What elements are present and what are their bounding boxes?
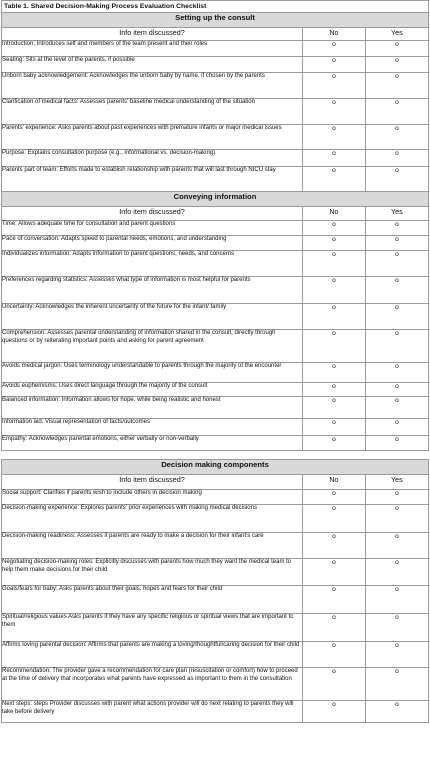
yes-option[interactable]: o xyxy=(365,99,428,125)
no-option[interactable]: o xyxy=(303,99,366,125)
table-row xyxy=(2,167,429,192)
no-option[interactable]: o xyxy=(303,236,366,251)
item-text: Asks parents if they have any specific religious or spiritual views that are important to them xyxy=(2,614,294,628)
item-label: Introduction: xyxy=(2,41,36,47)
item-label: Spiritual/religious values xyxy=(2,614,67,620)
no-option[interactable]: o xyxy=(303,614,366,642)
item-cell xyxy=(2,383,303,397)
item-cell xyxy=(2,99,303,125)
item-text: Asks parents about past experiences with premature infants or major medical issues xyxy=(57,125,282,131)
table-title: Table 1. Shared Decision-Making Process Evaluation Checklist xyxy=(1,0,429,12)
yes-option[interactable]: o xyxy=(365,614,428,642)
item-label: Clarification of medical facts: xyxy=(2,99,79,105)
item-text: Sits at the level of the parents, if possible xyxy=(25,57,135,63)
yes-option[interactable]: o xyxy=(365,533,428,559)
item-text: Efforts made to establish relationship with parents that will last through NICU stay xyxy=(59,167,276,173)
table-row xyxy=(2,41,429,57)
no-option[interactable]: o xyxy=(303,304,366,330)
item-text: Allows adequate time for consultation and parent questions xyxy=(18,221,176,227)
no-option[interactable]: o xyxy=(303,642,366,668)
item-text: Acknowledges parental emotions, either verbally or non-verbally xyxy=(28,436,199,442)
table-row xyxy=(2,73,429,99)
yes-option[interactable]: o xyxy=(365,125,428,150)
column-header-row xyxy=(2,475,429,490)
table-row xyxy=(2,277,429,304)
item-text: Uses terminology understandable to parents through the majority of the encounter xyxy=(63,363,282,369)
yes-option[interactable]: o xyxy=(365,490,428,505)
item-text: steps Provider discusses with parent what actions provider will do next relating to parents they will take before delivery xyxy=(2,701,294,715)
item-cell xyxy=(2,397,303,419)
yes-option[interactable]: o xyxy=(365,57,428,73)
item-text: Acknowledges the inherent uncertainty of the future for the infant/ family xyxy=(35,304,227,310)
item-cell xyxy=(2,125,303,150)
yes-option[interactable]: o xyxy=(365,436,428,451)
yes-option[interactable]: o xyxy=(365,73,428,99)
item-label: Avoids euphemisms: xyxy=(2,383,58,389)
item-label: Time: xyxy=(2,221,17,227)
no-option[interactable]: o xyxy=(303,167,366,192)
table-row xyxy=(2,559,429,586)
item-label: Purpose: xyxy=(2,150,27,156)
item-text: Explores parents' prior experiences with making medical decisions xyxy=(80,505,257,511)
yes-option[interactable]: o xyxy=(365,642,428,668)
item-text: Affirms that parents are making a loving/thoughtful/caring decision for their child xyxy=(87,642,300,648)
item-label: Uncertainty: xyxy=(2,304,35,310)
no-option[interactable]: o xyxy=(303,221,366,236)
section-header xyxy=(2,13,429,28)
item-cell xyxy=(2,236,303,251)
no-option[interactable]: o xyxy=(303,397,366,419)
item-label: Comprehension: xyxy=(2,330,47,336)
column-header-row xyxy=(2,207,429,221)
no-option[interactable]: o xyxy=(303,363,366,383)
yes-option[interactable]: o xyxy=(365,221,428,236)
section-title: Decision making components xyxy=(2,460,429,475)
no-option[interactable]: o xyxy=(303,586,366,614)
item-text: Assesses if parents are ready to make a decision for their infant's care xyxy=(77,533,264,539)
item-cell xyxy=(2,251,303,277)
section-title: Setting up the consult xyxy=(2,13,429,28)
item-label: Decision-making readiness: xyxy=(2,533,76,539)
table-row xyxy=(2,586,429,614)
item-cell xyxy=(2,586,303,614)
table-row xyxy=(2,533,429,559)
item-label: Avoids medical jargon: xyxy=(2,363,63,369)
item-cell xyxy=(2,73,303,99)
item-cell xyxy=(2,505,303,533)
no-option[interactable]: o xyxy=(303,383,366,397)
table-row xyxy=(2,57,429,73)
table-row xyxy=(2,304,429,330)
section-header xyxy=(2,192,429,207)
yes-option[interactable]: o xyxy=(365,363,428,383)
yes-option[interactable]: o xyxy=(365,505,428,533)
column-header-no: No xyxy=(303,28,366,41)
section-gap xyxy=(1,451,429,459)
item-text: Assesses parental understanding of information shared in the consult, directly through questions or by reiterating important points and asking for parent agreement xyxy=(2,330,276,344)
item-cell xyxy=(2,490,303,505)
table-row xyxy=(2,490,429,505)
item-text: Information allows for hope, while being realistic and honest xyxy=(61,397,221,403)
item-label: Affirms loving parental decision: xyxy=(2,642,87,648)
item-cell xyxy=(2,533,303,559)
yes-option[interactable]: o xyxy=(365,668,428,701)
no-option[interactable]: o xyxy=(303,125,366,150)
item-text: Asks parents about their goals, hopes and fears for their child xyxy=(59,586,223,592)
table-row xyxy=(2,436,429,451)
no-option[interactable]: o xyxy=(303,490,366,505)
item-text: Adapts information to parent questions, needs, and concerns xyxy=(72,251,235,257)
yes-option[interactable]: o xyxy=(365,167,428,192)
yes-option[interactable]: o xyxy=(365,559,428,586)
table-row xyxy=(2,221,429,236)
item-label: Goals/fears for baby: xyxy=(2,586,58,592)
item-cell xyxy=(2,330,303,363)
item-text: Acknowledges the unborn baby by name, if chosen by the parents xyxy=(89,73,265,79)
section-setting-up-consult xyxy=(1,12,429,451)
item-cell xyxy=(2,668,303,701)
item-label: Seating: xyxy=(2,57,25,63)
table-row xyxy=(2,701,429,723)
column-header-item: Info item discussed? xyxy=(2,28,303,41)
item-text: Explains consultation purpose (e.g., informational vs. decision-making) xyxy=(27,150,216,156)
yes-option[interactable]: o xyxy=(365,397,428,419)
item-label: Parents part of team: xyxy=(2,167,59,173)
no-option[interactable]: o xyxy=(303,251,366,277)
table-row xyxy=(2,668,429,701)
yes-option[interactable]: o xyxy=(365,41,428,57)
yes-option[interactable]: o xyxy=(365,586,428,614)
item-label: Individualizes information: xyxy=(2,251,72,257)
item-cell xyxy=(2,614,303,642)
item-label: Decision-making experience: xyxy=(2,505,80,511)
item-label: Information aid: xyxy=(2,419,44,425)
item-label: Empathy: xyxy=(2,436,28,442)
no-option[interactable]: o xyxy=(303,277,366,304)
no-option[interactable]: o xyxy=(303,436,366,451)
no-option[interactable]: o xyxy=(303,41,366,57)
column-header-row xyxy=(2,28,429,41)
item-label: Social support: xyxy=(2,490,42,496)
table-row xyxy=(2,330,429,363)
item-text: Clarifies if parents wish to include others in decision making xyxy=(43,490,202,496)
table-row xyxy=(2,363,429,383)
table-row xyxy=(2,397,429,419)
yes-option[interactable]: o xyxy=(365,251,428,277)
yes-option[interactable]: o xyxy=(365,277,428,304)
item-text: Assesses parents' baseline medical understanding of the situation xyxy=(79,99,255,105)
column-header-yes: Yes xyxy=(365,28,428,41)
item-cell xyxy=(2,150,303,167)
item-cell xyxy=(2,701,303,723)
item-label: Balanced information: xyxy=(2,397,61,403)
item-text: Explicitly discusses with parents how much they want the medical team to help them make decisions for their child xyxy=(2,559,292,573)
item-text: Visual representation of facts/outcomes xyxy=(45,419,150,425)
item-cell xyxy=(2,277,303,304)
item-label: Negotiating decision-making roles: xyxy=(2,559,94,565)
item-label: Preferences regarding statistics: xyxy=(2,277,88,283)
table-row xyxy=(2,251,429,277)
item-cell xyxy=(2,559,303,586)
column-header-yes: Yes xyxy=(365,207,428,221)
no-option[interactable]: o xyxy=(303,533,366,559)
item-cell xyxy=(2,221,303,236)
table-row xyxy=(2,99,429,125)
no-option[interactable]: o xyxy=(303,73,366,99)
item-cell xyxy=(2,167,303,192)
checklist-page xyxy=(1,0,429,723)
no-option[interactable]: o xyxy=(303,57,366,73)
item-text: Assesses what type of information is most helpful for parents xyxy=(89,277,251,283)
table-row xyxy=(2,125,429,150)
yes-option[interactable]: o xyxy=(365,304,428,330)
item-cell xyxy=(2,436,303,451)
item-label: Pace of conversation: xyxy=(2,236,60,242)
no-option[interactable]: o xyxy=(303,668,366,701)
table-row xyxy=(2,642,429,668)
column-header-item: Info item discussed? xyxy=(2,207,303,221)
column-header-item: Info item discussed? xyxy=(2,475,303,490)
yes-option[interactable]: o xyxy=(365,236,428,251)
item-cell xyxy=(2,642,303,668)
table-row xyxy=(2,419,429,436)
yes-option[interactable]: o xyxy=(365,383,428,397)
table-row xyxy=(2,505,429,533)
item-label: Next steps: xyxy=(2,701,33,707)
section-title: Conveying information xyxy=(2,192,429,207)
item-text: Adapts speed to parental needs, emotions, and understanding xyxy=(61,236,227,242)
item-cell xyxy=(2,419,303,436)
item-cell xyxy=(2,41,303,57)
item-label: Parents' experience: xyxy=(2,125,57,131)
item-cell xyxy=(2,57,303,73)
column-header-no: No xyxy=(303,207,366,221)
no-option[interactable]: o xyxy=(303,505,366,533)
item-label: Unborn baby acknowledgement: xyxy=(2,73,89,79)
table-row xyxy=(2,614,429,642)
no-option[interactable]: o xyxy=(303,419,366,436)
item-text: Uses direct language through the majority of the consult xyxy=(58,383,208,389)
item-cell xyxy=(2,363,303,383)
column-header-no: No xyxy=(303,475,366,490)
item-label: Recommendation: xyxy=(2,668,51,674)
yes-option[interactable]: o xyxy=(365,419,428,436)
item-text: The provider gave a recommendation for care plan (resuscitation or comfort) how to proceed at the time of delivery that incorporates what parents have expressed as important to them in the consultation xyxy=(2,668,298,682)
no-option[interactable]: o xyxy=(303,559,366,586)
column-header-yes: Yes xyxy=(365,475,428,490)
table-row xyxy=(2,150,429,167)
no-option[interactable]: o xyxy=(303,150,366,167)
section-header xyxy=(2,460,429,475)
table-row xyxy=(2,383,429,397)
item-text: Introduces self and members of the team present and their roles xyxy=(36,41,208,47)
section-decision-making xyxy=(1,459,429,723)
item-cell xyxy=(2,304,303,330)
yes-option[interactable]: o xyxy=(365,150,428,167)
yes-option[interactable]: o xyxy=(365,330,428,363)
no-option[interactable]: o xyxy=(303,701,366,723)
yes-option[interactable]: o xyxy=(365,701,428,723)
table-row xyxy=(2,236,429,251)
no-option[interactable]: o xyxy=(303,330,366,363)
